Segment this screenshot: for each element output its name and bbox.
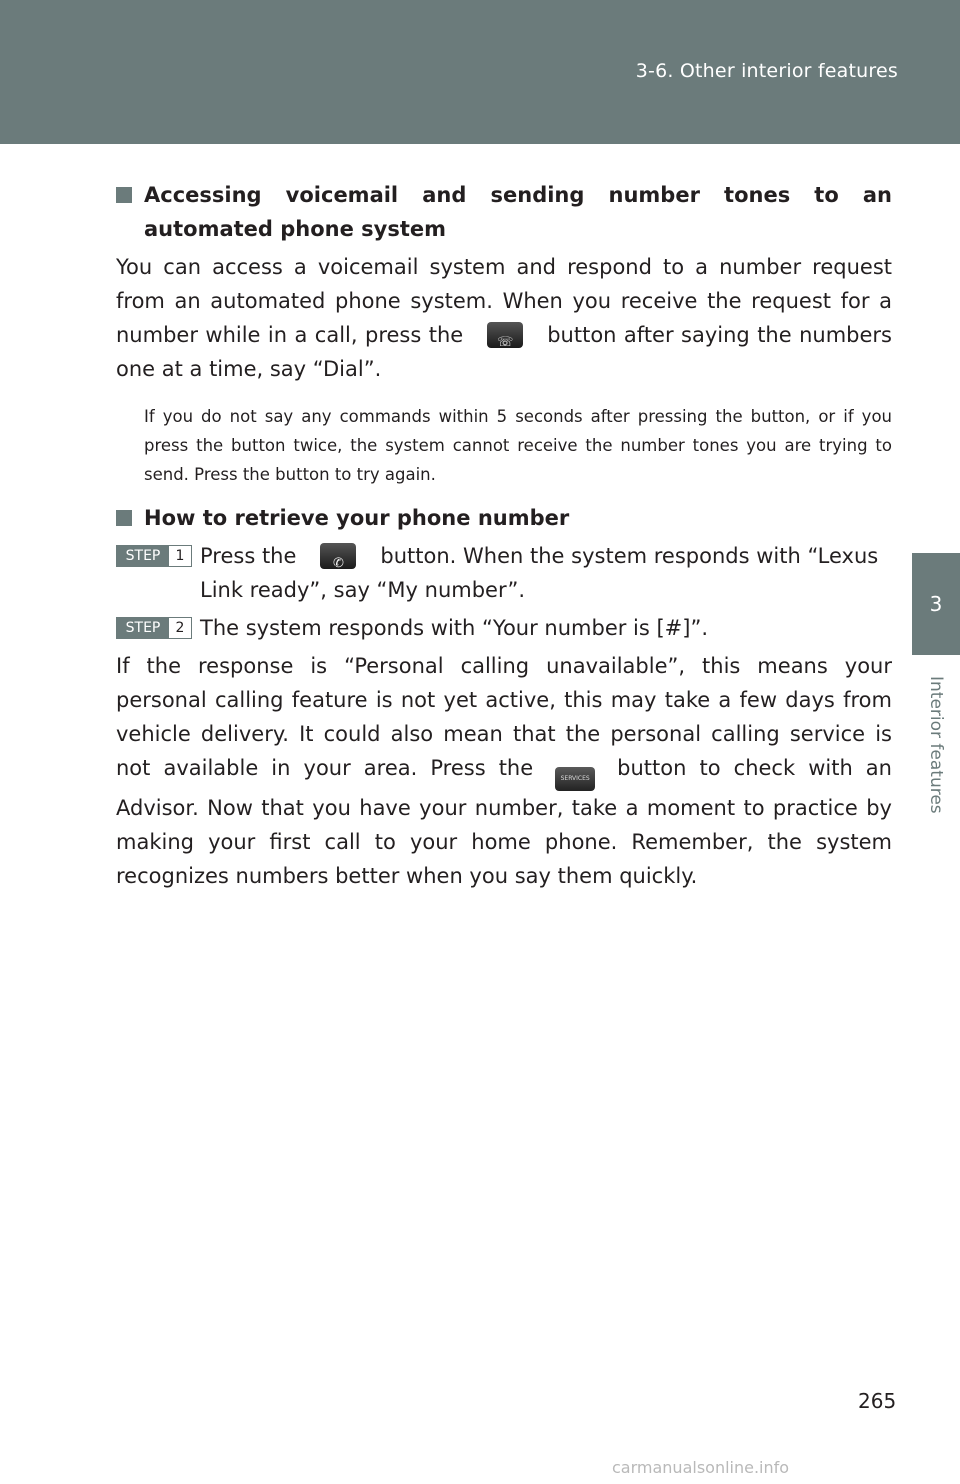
retrieve-paragraph — [116, 649, 892, 893]
heading-bullet-icon — [116, 510, 132, 526]
chapter-tab — [912, 553, 960, 655]
watermark: carmanualsonline.info — [612, 1458, 790, 1477]
step-1 — [116, 539, 892, 607]
voicemail-heading — [116, 178, 892, 246]
step-1-text-a: Press the — [200, 544, 297, 568]
step-2 — [116, 611, 892, 645]
step-number: 1 — [175, 548, 185, 564]
services-button-icon: SERVICES — [555, 767, 595, 791]
retrieve-text-a: If the response is “Personal calling unavailable”, this means your personal calling feature is not yet active, this may take a few days from vehicle delivery. It could also mean that the personal calling service is not available in your area. Press the — [116, 654, 892, 780]
step-2-text: The system responds with “Your number is [#]”. — [200, 616, 709, 640]
step-word: STEP — [117, 546, 169, 566]
chapter-number: 3 — [929, 592, 943, 616]
phone-number-heading — [116, 501, 892, 535]
phone-button-icon: ✆ — [320, 543, 356, 569]
page-number: 265 — [858, 1389, 897, 1413]
voicemail-note: If you do not say any commands within 5 seconds after pressing the button, or if you press the button twice, the system cannot receive the number tones you are trying to send. Press the button to try again. — [144, 407, 892, 484]
chapter-label — [916, 665, 956, 825]
step-word: STEP — [117, 618, 169, 638]
page-header — [0, 0, 960, 144]
step-2-badge — [116, 617, 192, 639]
heading-bullet-icon — [116, 187, 132, 203]
voicemail-paragraph — [116, 250, 892, 386]
phone-number-heading-text: How to retrieve your phone number — [144, 506, 570, 530]
voice-button-icon: ☏ — [487, 322, 523, 348]
voicemail-text-b: button after saying the numbers one at a time, say “Dial”. — [116, 323, 892, 381]
retrieve-text-b: button to check with an Advisor. Now that you have your number, take a moment to practice by making your first call to your home phone. Remember, the system recognizes numbers better when you say them quickly. — [116, 756, 892, 888]
step-number: 2 — [175, 620, 185, 636]
voicemail-text-a: You can access a voicemail system and respond to a number request from an automated phone system. When you receive the request for a number while in a call, press the — [116, 255, 892, 347]
step-1-text-b: button. When the system responds with “Lexus Link ready”, say “My number”. — [200, 544, 879, 602]
section-title: 3-6. Other interior features — [635, 60, 898, 82]
voicemail-heading-text: Accessing voicemail and sending number tones to an automated phone system — [144, 183, 892, 241]
step-1-badge — [116, 545, 192, 567]
chapter-label-text: Interior features — [926, 676, 946, 814]
page-content — [116, 178, 892, 893]
